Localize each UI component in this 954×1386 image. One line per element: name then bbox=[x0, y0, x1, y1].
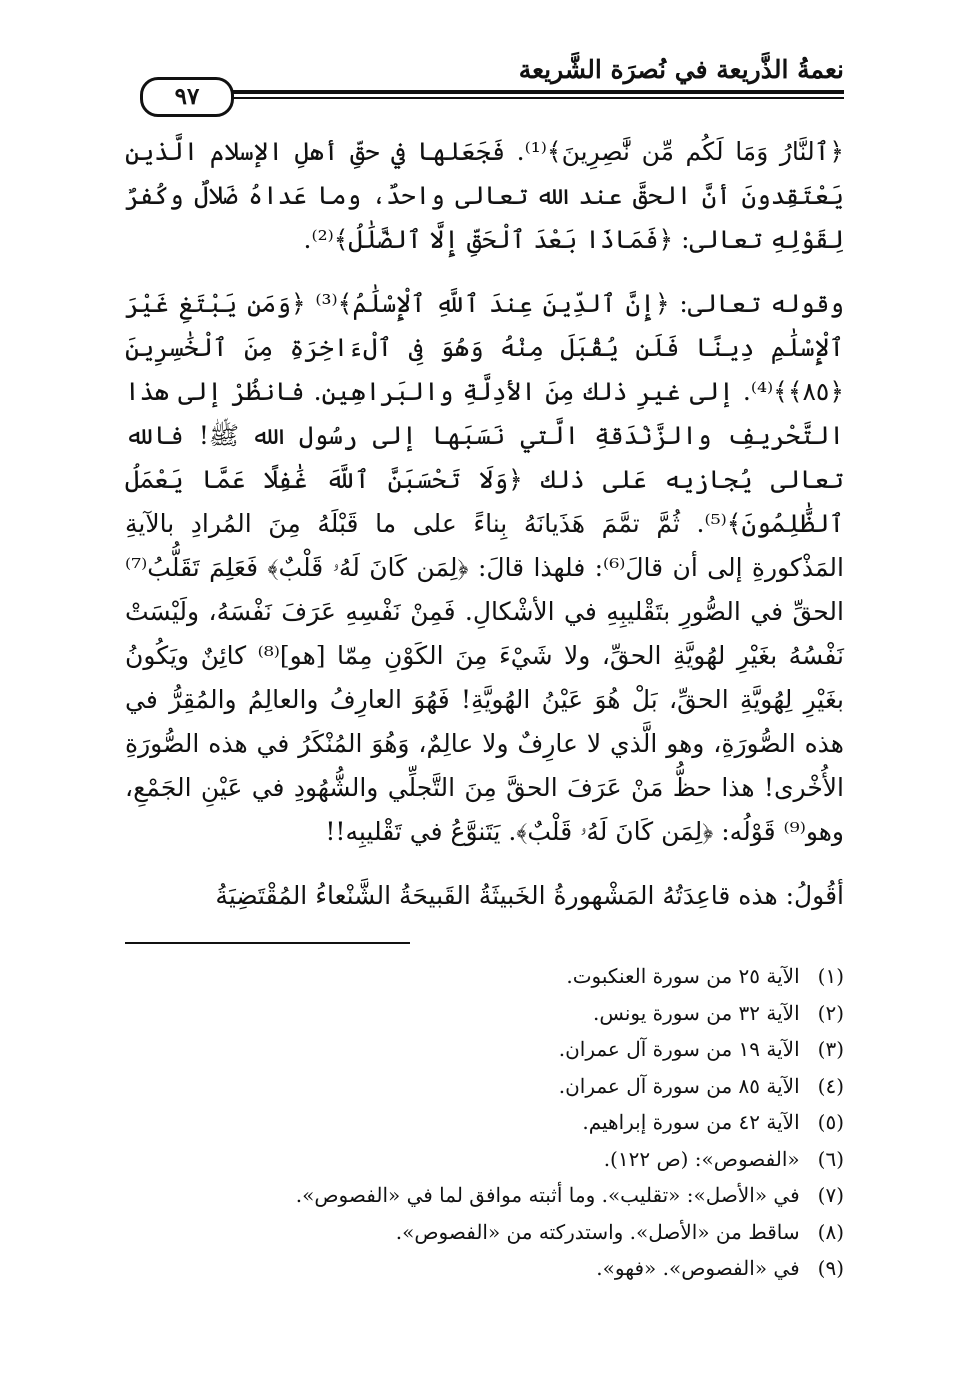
footnote-number: (٦) bbox=[817, 1146, 844, 1171]
footnote-number: (١) bbox=[817, 964, 844, 988]
footnote-text: ساقط من «الأصل». واستدركته من «الفصوص». bbox=[395, 1219, 800, 1244]
footnote-number: (٢) bbox=[817, 1000, 844, 1025]
paragraph: ﴿ٱلنَّارُ وَمَا لَكُم مِّن نَّٰصِرِينَ﴾⁽¹⁾. فَجَعَلها في حقِّ أهلِ الإسلام الَّذين يَعْتَقِدونَ أنَّ الحقَّ عند الله تعالى واحدٌ، وما عَداهُ ضَلالٌ وكُفرٌ لِقَوْلِهِ تعالى: ﴿فَمَاذَا بَعْدَ ٱلْحَقِّ إِلَّا ٱلضَّلَٰلُ﴾⁽²⁾. bbox=[125, 137, 844, 254]
footnote-text: الآية ١٩ من سورة آل عمران. bbox=[558, 1037, 800, 1061]
footnote bbox=[125, 995, 844, 1032]
running-title: نعمةُ الذَّريعة في نُصرَة الشَّريعة bbox=[518, 55, 844, 84]
footnote bbox=[125, 1068, 844, 1105]
footnote bbox=[125, 1104, 844, 1141]
footnote-number: (٨) bbox=[817, 1219, 844, 1244]
header-rule bbox=[220, 90, 844, 94]
main-text bbox=[125, 130, 844, 918]
footnotes-list bbox=[125, 958, 844, 1287]
footnote-number: (٣) bbox=[817, 1037, 844, 1061]
footnote-text: الآية ٣٢ من سورة يونس. bbox=[592, 1000, 800, 1025]
footnote bbox=[125, 958, 844, 995]
footnote-number: (٤) bbox=[817, 1073, 844, 1098]
footnote bbox=[125, 1250, 844, 1287]
footnote-text: «الفصوص»: (ص ١٢٢). bbox=[603, 1146, 800, 1171]
footnote bbox=[125, 1031, 844, 1068]
paragraph: وقوله تعالى: ﴿إِنَّ ٱلدِّينَ عِندَ ٱللَّهِ ٱلْإِسْلَٰمُ﴾⁽³⁾ ﴿وَمَن يَبْتَغِ غَيْرَ ٱلْإِسْلَٰمِ دِينًا فَلَن يُقْبَلَ مِنْهُ وَهُوَ فِى ٱلْءَاخِرَةِ مِنَ ٱلْخَٰسِرِينَ ﴿٨٥﴾﴾⁽⁴⁾. إلى غيرِ ذلك مِنَ الأدِلَّةِ والبَراهِين. فانظُرْ إلى هذا التَّحْريفِ والزَّنْدَقةِ الَّتي نَسَبَها إلى رسُول الله ﷺ! فالله تعالى يُجازيه عَلى ذلك ﴿وَلَا تَحْسَبَنَّ ٱللَّهَ غَٰفِلًا عَمَّا يَعْمَلُ ٱلظَّٰلِمُونَ﴾⁽⁵⁾. ثُمَّ تمَّمَ هَذَيانَهُ بِناءً على ما قَبْلَهُ مِنَ المُرادِ بالآيةِ المَذْكورةِ إلى أن قالَ⁽⁶⁾: فلهذا قالَ: ﴿لِمَن كَانَ لَهُۥ قَلْبٌ﴾ فَعَلِمَ تَقَلُّبُ⁽⁷⁾ الحقِّ في الصُّورِ بتَقْليبِهِ في الأشْكالِ. فَمِنْ نَفْسِهِ عَرَفَ نَفْسَهُ، ولَيْسَتْ نَفْسُهُ بغَيْرِ لهُويَّةِ الحقِّ، ولا شَيْءَ مِنَ الكَوْنِ مِمّا [هو]⁽⁸⁾ كائِنٌ ويَكُونُ بغَيْرِ لِهُويَّةِ الحقِّ، بَلْ هُوَ عَيْنُ الهُويَّةِ! فَهُوَ العارِفُ والعالِمُ والمُقِرُّ في هذه الصُّورَةِ، وهو الَّذي لا عارِفٌ ولا عالِمٌ، وَهُوَ المُنْكَرُ في هذه الصُّورَةِ الأُخْرى! هذا حظُّ مَنْ عَرَفَ الحقَّ مِنَ التَّجلِّي والشُّهُودِ في عَيْنِ الجَمْعِ، وهو⁽⁹⁾ قَوْلُه: ﴿لِمَن كَانَ لَهُۥ قَلْبٌ﴾. يَتَنوَّعُ في تَقْليبِه!! bbox=[125, 289, 844, 846]
footnote-text: الآية ٤٢ من سورة إبراهيم. bbox=[582, 1110, 800, 1134]
page-header bbox=[140, 55, 844, 110]
footnote-text: في «الأصل»: «تقليب». وما أثبته موافق لما في «الفصوص». bbox=[295, 1183, 800, 1207]
paragraph: أقُولُ: هذه قاعِدَتُهُ المَشْهورةُ الخَبيثَةُ القَبيحَةُ الشَّنْعاءُ المُقْتَضِيَةُ bbox=[215, 881, 844, 910]
footnote-number: (٩) bbox=[817, 1256, 844, 1280]
footnote-text: الآية ٨٥ من سورة آل عمران. bbox=[558, 1073, 800, 1098]
footnote-text: في «الفصوص». «فهو». bbox=[596, 1256, 800, 1280]
header-rule-thin bbox=[220, 97, 844, 99]
footnote bbox=[125, 1141, 844, 1178]
page-number: ٩٧ bbox=[140, 77, 234, 117]
footnote-number: (٧) bbox=[817, 1183, 844, 1207]
footnote-separator bbox=[125, 942, 410, 944]
footnote bbox=[125, 1177, 844, 1214]
footnote bbox=[125, 1214, 844, 1251]
footnote-text: الآية ٢٥ من سورة العنكبوت. bbox=[566, 964, 800, 988]
footnote-number: (٥) bbox=[817, 1110, 844, 1134]
